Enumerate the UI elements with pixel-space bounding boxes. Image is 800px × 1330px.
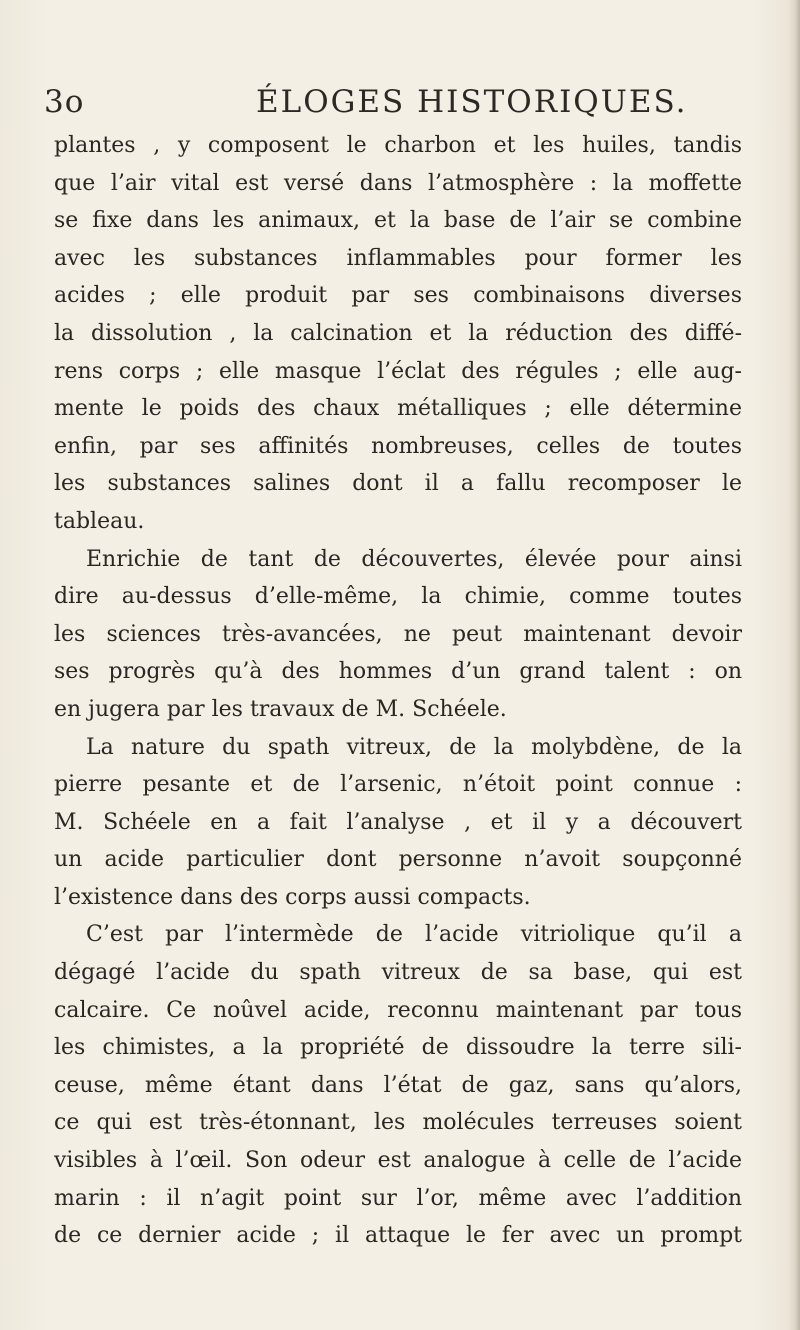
text-line: plantes , y composent le charbon et les huiles, tandis xyxy=(54,133,742,158)
text-line: ses progrès qu’à des hommes d’un grand talent : on xyxy=(54,659,742,685)
text-line: pierre pesante et de l’arsenic, n’étoit point connue : xyxy=(54,772,742,798)
text-line: La nature du spath vitreux, de la molybdène, de la xyxy=(86,734,742,760)
page-number: 3o xyxy=(44,84,85,120)
text-line: les sciences très-avancées, ne peut maintenant devoir xyxy=(54,621,742,647)
text-line: Enrichie de tant de découvertes, élevée pour ainsi xyxy=(86,546,742,572)
text-line: les substances salines dont il a fallu recomposer le xyxy=(54,471,742,497)
text-line: l’existence dans des corps aussi compacts. xyxy=(54,884,531,910)
text-line: ce qui est très-étonnant, les molécules terreuses soient xyxy=(54,1110,742,1136)
text-line: tableau. xyxy=(54,508,145,534)
text-line: marin : il n’agit point sur l’or, même avec l’addition xyxy=(54,1185,742,1211)
text-line: acides ; elle produit par ses combinaisons diverses xyxy=(54,283,742,309)
page-edge-shadow xyxy=(788,0,800,1330)
text-line: dégagé l’acide du spath vitreux de sa base, qui est xyxy=(54,960,742,986)
text-line: M. Schéele en a fait l’analyse , et il y a découvert xyxy=(54,809,742,835)
text-line: ceuse, même étant dans l’état de gaz, sans qu’alors, xyxy=(54,1072,742,1098)
text-line: visibles à l’œil. Son odeur est analogue à celle de l’acide xyxy=(54,1148,742,1174)
text-line: rens corps ; elle masque l’éclat des régules ; elle aug- xyxy=(54,358,742,384)
text-line: en jugera par les travaux de M. Schéele. xyxy=(54,696,507,722)
text-line: C’est par l’intermède de l’acide vitriolique qu’il a xyxy=(86,922,742,948)
text-line: les chimistes, a la propriété de dissoudre la terre sili- xyxy=(54,1035,742,1061)
text-line: enfin, par ses affinités nombreuses, celles de toutes xyxy=(54,433,742,459)
text-line: dire au-dessus d’elle-même, la chimie, comme toutes xyxy=(54,584,742,610)
text-line: avec les substances inflammables pour former les xyxy=(54,245,742,271)
body-text xyxy=(54,127,742,1255)
text-line: mente le poids des chaux métalliques ; elle détermine xyxy=(54,396,742,422)
text-line: se fixe dans les animaux, et la base de l’air se combine xyxy=(54,208,742,234)
text-line: un acide particulier dont personne n’avoit soupçonné xyxy=(54,847,742,873)
page-header xyxy=(44,82,688,132)
text-line: que l’air vital est versé dans l’atmosphère : la moffette xyxy=(54,170,742,196)
text-line: la dissolution , la calcination et la réduction des diffé- xyxy=(54,320,742,346)
text-line: calcaire. Ce noûvel acide, reconnu maintenant par tous xyxy=(54,997,742,1023)
running-head: ÉLOGES HISTORIQUES. xyxy=(256,84,688,120)
text-line: de ce dernier acide ; il attaque le fer avec un prompt xyxy=(54,1223,742,1249)
